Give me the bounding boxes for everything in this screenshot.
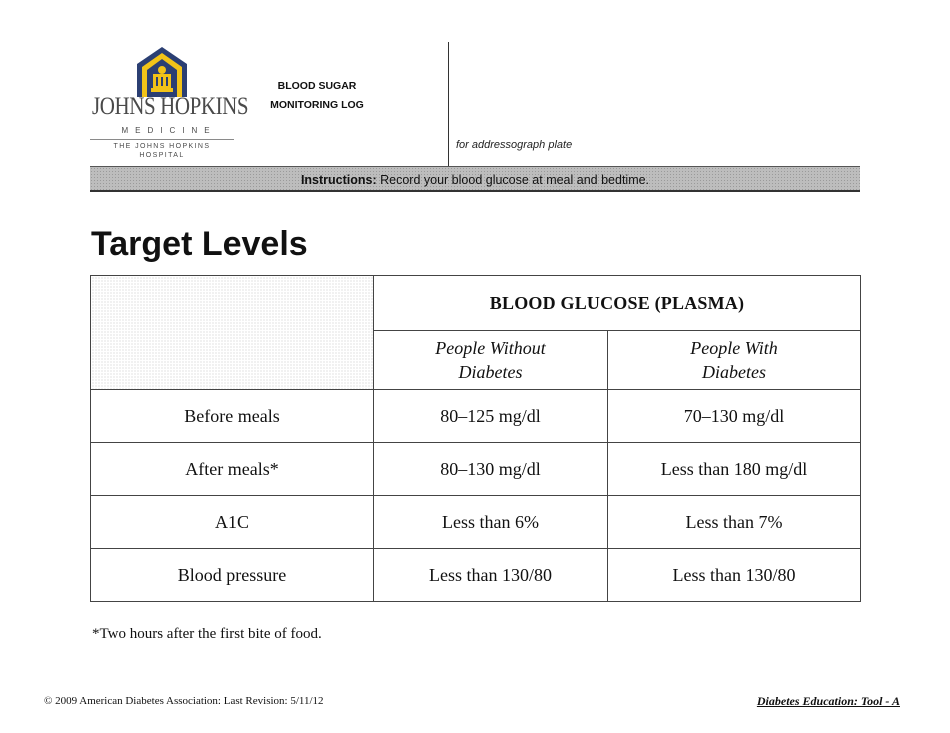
column-header-line2: Diabetes	[458, 362, 523, 382]
instructions-bar	[90, 166, 860, 192]
table-row	[91, 496, 861, 549]
instructions-label: Instructions:	[300, 173, 377, 187]
logo-wordmark: JOHNS HOPKINS	[92, 93, 249, 120]
row-label: Blood pressure	[91, 549, 374, 602]
row-label: A1C	[91, 496, 374, 549]
logo-medicine-text: MEDICINE	[121, 126, 217, 135]
shield-icon	[134, 46, 190, 98]
footnote: *Two hours after the first bite of food.	[92, 626, 322, 642]
log-title-line1: BLOOD SUGAR	[277, 80, 357, 92]
log-title	[252, 77, 382, 115]
row-label: After meals*	[91, 443, 374, 496]
table-corner-cell	[91, 276, 374, 390]
table-row	[91, 549, 861, 602]
column-header-with-diabetes	[608, 331, 861, 390]
value-with-diabetes: Less than 130/80	[608, 549, 861, 602]
value-with-diabetes: Less than 180 mg/dl	[608, 443, 861, 496]
value-without-diabetes: Less than 6%	[374, 496, 608, 549]
logo-hospital-line2: HOSPITAL	[139, 152, 185, 159]
row-label: Before meals	[91, 390, 374, 443]
column-header-line1: People With	[690, 338, 778, 358]
column-header-without-diabetes	[374, 331, 608, 390]
column-header-line2: Diabetes	[702, 362, 766, 382]
copyright-text: © 2009 American Diabetes Association: Last Revision: 5/11/12	[44, 695, 324, 707]
addressograph-label: for addressograph plate	[456, 139, 573, 151]
target-levels-table	[90, 275, 861, 602]
value-with-diabetes: 70–130 mg/dl	[608, 390, 861, 443]
logo-hospital-text	[90, 142, 234, 160]
tool-label: Diabetes Education: Tool - A	[756, 694, 900, 708]
instructions-text: Record your blood glucose at meal and bedtime.	[380, 173, 650, 187]
value-without-diabetes: 80–125 mg/dl	[374, 390, 608, 443]
table-row	[91, 390, 861, 443]
column-header-line1: People Without	[435, 338, 546, 358]
table-row	[91, 443, 861, 496]
value-without-diabetes: Less than 130/80	[374, 549, 608, 602]
logo-hospital-line1: THE JOHNS HOPKINS	[113, 143, 211, 150]
value-with-diabetes: Less than 7%	[608, 496, 861, 549]
logo-divider	[90, 139, 234, 140]
johns-hopkins-logo	[90, 44, 249, 164]
blood-glucose-header: BLOOD GLUCOSE (PLASMA)	[374, 276, 861, 331]
value-without-diabetes: 80–130 mg/dl	[374, 443, 608, 496]
header-divider	[448, 42, 449, 166]
page-title: Target Levels	[91, 225, 308, 263]
log-title-line2: MONITORING LOG	[270, 99, 364, 111]
